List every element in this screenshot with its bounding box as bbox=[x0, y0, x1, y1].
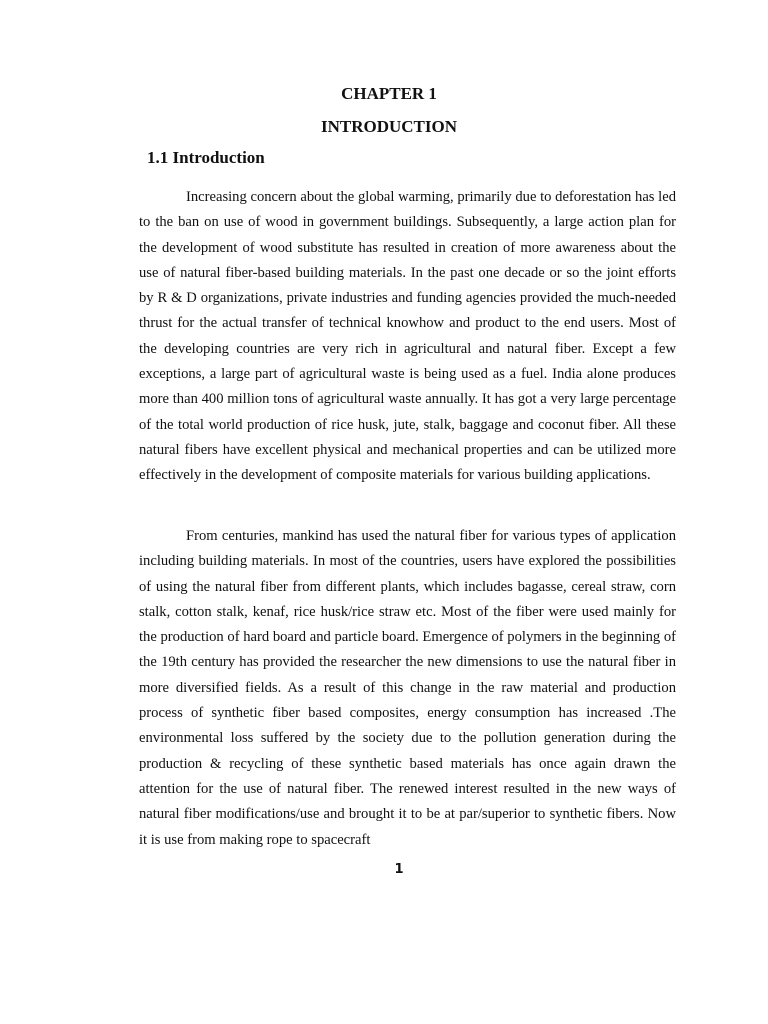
body-paragraph-2 bbox=[139, 524, 676, 853]
page-number: 1 bbox=[394, 862, 404, 877]
section-heading: 1.1 Introduction bbox=[147, 148, 265, 167]
paragraph-text: Increasing concern about the global warming, primarily due to deforestation has led to the ban on use of wood in government buildings. Subsequently, a large action plan for the development of wood substitute has resulted in creation of more awareness about the use of natural fiber-based building materials. In the past one decade or so the joint efforts by R & D organizations, private industries and funding agencies provided the much-needed thrust for the actual transfer of technical knowhow and product to the end users. Most of the developing countries are very rich in agricultural and natural fiber. Except a few exceptions, a large part of agricultural waste is being used as a fuel. India alone produces more than 400 million tons of agricultural waste annually. It has got a very large percentage of the total world production of rice husk, jute, stalk, baggage and coconut fiber. All these natural fibers have excellent physical and mechanical properties and can be utilized more effectively in the development of composite materials for various building applications. bbox=[139, 189, 676, 484]
paragraph-text: From centuries, mankind has used the natural fiber for various types of application including building materials. In most of the countries, users have explored the possibilities of using the natural fiber from different plants, which includes bagasse, cereal straw, corn stalk, cotton stalk, kenaf, rice husk/rice straw etc. Most of the fiber were used mainly for the production of hard board and particle board. Emergence of polymers in the beginning of the 19th century has provided the researcher the new dimensions to use the natural fiber in more diversified fields. As a result of this change in the raw material and production process of synthetic fiber based composites, energy consumption has increased .The environmental loss suffered by the society due to the pollution generation during the production & recycling of these synthetic based materials has once again drawn the attention for the use of natural fiber. The renewed interest resulted in the new ways of natural fiber modifications/use and brought it to be at par/superior to synthetic fibers. Now it is use from making rope to spacecraft bbox=[139, 528, 676, 848]
chapter-number: CHAPTER 1 bbox=[341, 84, 437, 103]
chapter-title: INTRODUCTION bbox=[320, 117, 458, 136]
body-paragraph-1 bbox=[139, 185, 676, 489]
